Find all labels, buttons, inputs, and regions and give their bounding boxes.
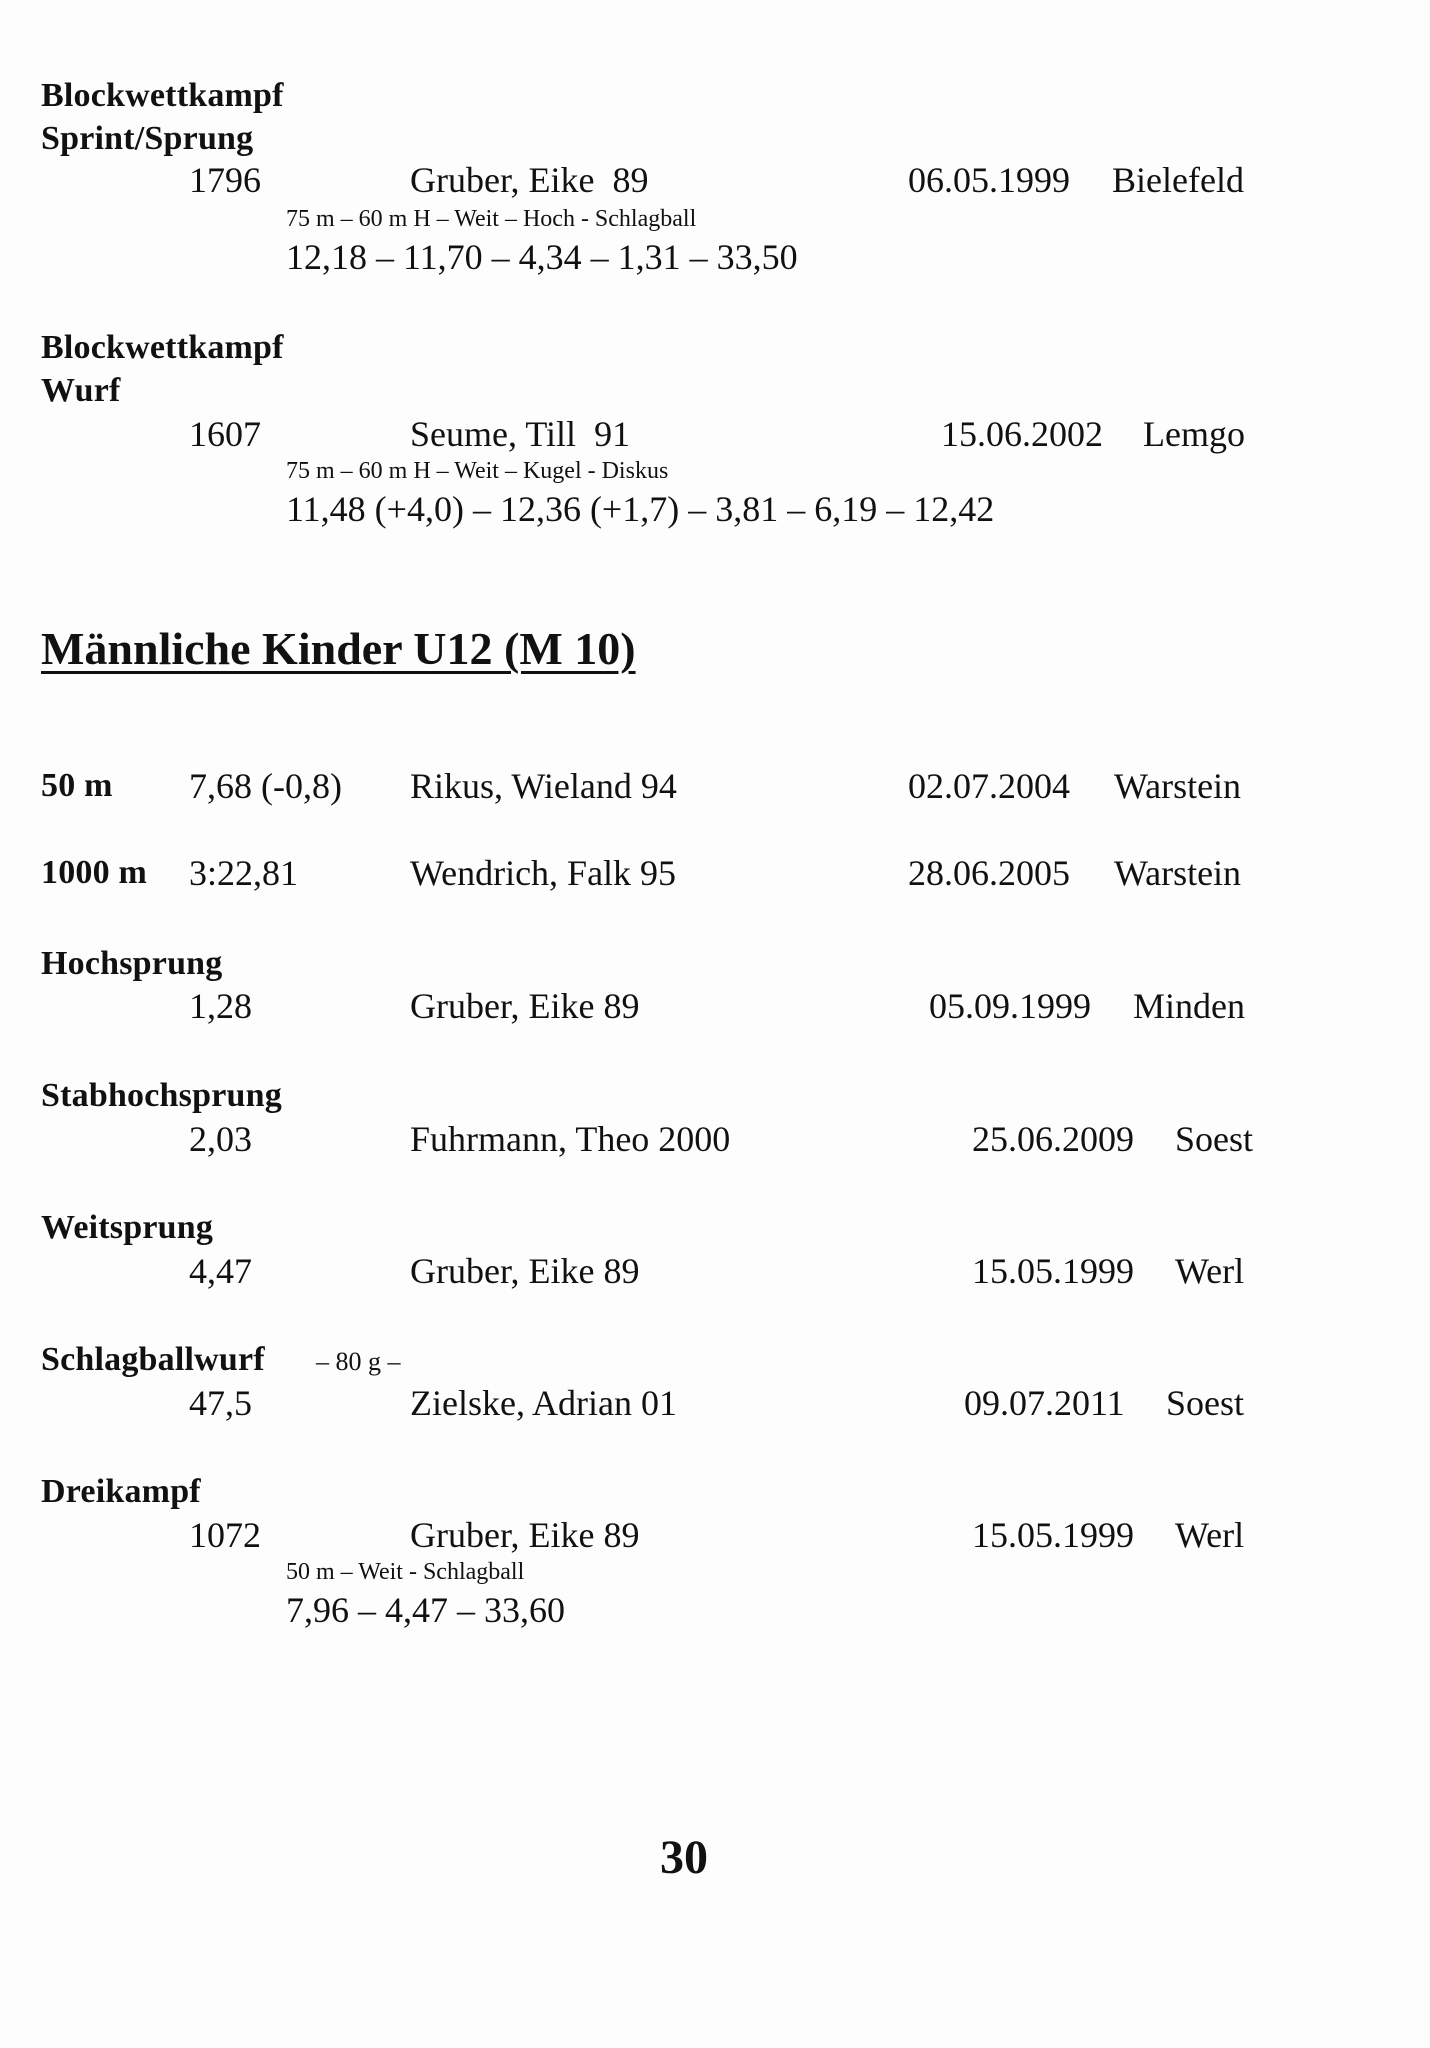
discipline-list: 50 m – Weit - Schlagball — [286, 1559, 525, 1585]
record-date: 09.07.2011 — [964, 1383, 1125, 1423]
record-place: Minden — [1133, 986, 1245, 1026]
event-label-50m: 50 m — [41, 767, 113, 804]
record-place: Bielefeld — [1112, 160, 1244, 200]
points-value: 1607 — [189, 414, 261, 454]
athlete-name: Seume, Till 91 — [410, 414, 631, 454]
event-label-hochsprung: Hochsprung — [41, 945, 223, 982]
record-date: 02.07.2004 — [908, 766, 1070, 806]
discipline-list: 75 m – 60 m H – Weit – Hoch - Schlagball — [286, 206, 697, 232]
section-heading: Männliche Kinder U12 (M 10) — [41, 623, 636, 674]
discipline-results: 12,18 – 11,70 – 4,34 – 1,31 – 33,50 — [286, 237, 798, 277]
athlete-name: Fuhrmann, Theo 2000 — [410, 1119, 731, 1159]
record-place: Warstein — [1114, 853, 1242, 893]
record-date: 15.05.1999 — [972, 1515, 1134, 1555]
record-place: Warstein — [1114, 766, 1242, 806]
event-subtitle: Sprint/Sprung — [41, 120, 254, 157]
birth-year: 89 — [612, 160, 649, 200]
record-value: 3:22,81 — [189, 853, 299, 893]
points-value: 1796 — [189, 160, 261, 200]
record-value: 47,5 — [189, 1383, 252, 1423]
record-value: 4,47 — [189, 1251, 252, 1291]
discipline-list: 75 m – 60 m H – Weit – Kugel - Diskus — [286, 458, 669, 484]
athlete-name: Zielske, Adrian 01 — [410, 1383, 677, 1423]
athlete-name: Gruber, Eike 89 — [410, 986, 640, 1026]
event-label-stabhochsprung: Stabhochsprung — [41, 1077, 282, 1114]
record-value: 2,03 — [189, 1119, 252, 1159]
event-label-1000m: 1000 m — [41, 854, 148, 891]
athlete-name: Gruber, Eike 89 — [410, 160, 649, 200]
athlete-name: Rikus, Wieland 94 — [410, 766, 677, 806]
record-place: Soest — [1175, 1119, 1254, 1159]
page-number: 30 — [660, 1831, 708, 1884]
discipline-results: 7,96 – 4,47 – 33,60 — [286, 1590, 565, 1630]
record-date: 15.06.2002 — [941, 414, 1103, 454]
athlete-name: Gruber, Eike 89 — [410, 1251, 640, 1291]
record-place: Lemgo — [1143, 414, 1245, 454]
event-title: Blockwettkampf — [41, 329, 284, 366]
event-label-schlagballwurf: Schlagballwurf — [41, 1341, 265, 1378]
record-place: Soest — [1166, 1383, 1245, 1423]
record-date: 05.09.1999 — [929, 986, 1091, 1026]
birth-year: 91 — [594, 414, 631, 454]
record-date: 15.05.1999 — [972, 1251, 1134, 1291]
event-subtitle: Wurf — [41, 372, 121, 409]
record-value: 7,68 (-0,8) — [189, 766, 342, 806]
record-date: 06.05.1999 — [908, 160, 1070, 200]
event-label-weitsprung: Weitsprung — [41, 1209, 214, 1246]
weight-note: – 80 g – — [316, 1347, 401, 1376]
record-date: 28.06.2005 — [908, 853, 1070, 893]
athlete-name: Gruber, Eike 89 — [410, 1515, 640, 1555]
record-value: 1,28 — [189, 986, 252, 1026]
event-title: Blockwettkampf — [41, 77, 284, 114]
points-value: 1072 — [189, 1515, 261, 1555]
record-place: Werl — [1175, 1515, 1245, 1555]
discipline-results: 11,48 (+4,0) – 12,36 (+1,7) – 3,81 – 6,19 – 12,42 — [286, 489, 995, 529]
record-date: 25.06.2009 — [972, 1119, 1134, 1159]
record-place: Werl — [1175, 1251, 1245, 1291]
event-label-dreikampf: Dreikampf — [41, 1473, 201, 1510]
athlete-name: Wendrich, Falk 95 — [410, 853, 677, 893]
